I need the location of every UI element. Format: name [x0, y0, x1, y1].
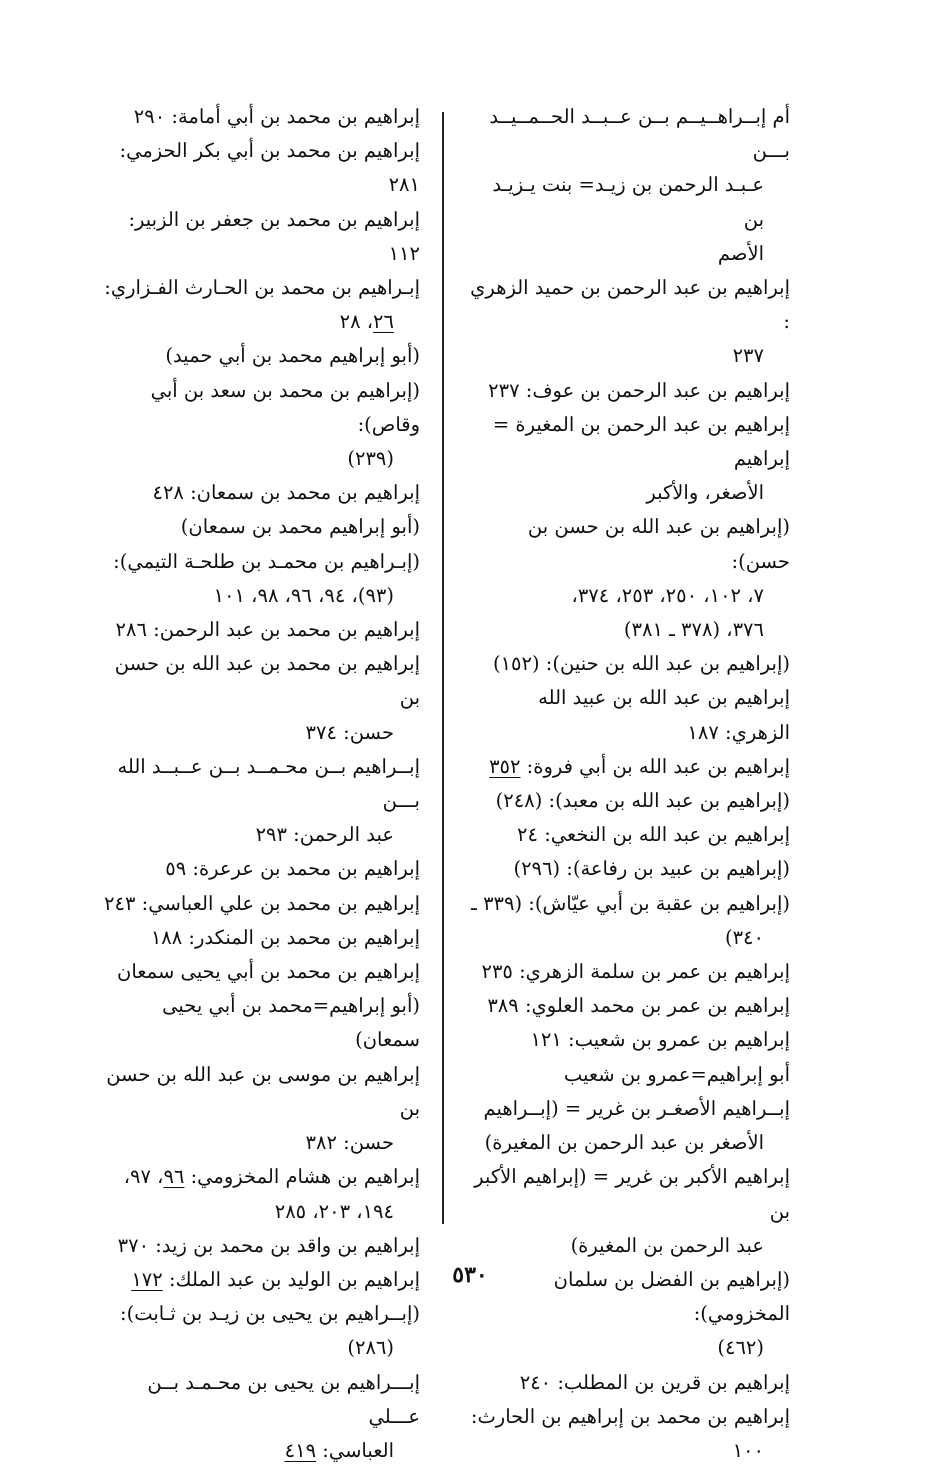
entry-line: إبراهيم بن محمد بن أبي أمامة: ٢٩٠ [133, 105, 420, 128]
entry-line: إبراهيم بن عبد الرحمن بن حميد الزهري : [470, 276, 790, 334]
entry-line: (إبراهيم بن عبد الله بن حسن بن حسن): [527, 515, 790, 573]
entry-line: إبراهيم بن الوليد بن عبد الملك: ١٧٢ [131, 1267, 420, 1291]
entry-continuation-line: عبد الرحمن: ٢٩٣ [255, 823, 394, 847]
entry-line: (إبــراهيم بن يحيى بن زيـد بن ثـابت): [120, 1302, 420, 1326]
entry-line: إبراهيم بن محمد بن علي العباسي: ٢٤٣ [104, 891, 420, 915]
index-entry [470, 750, 790, 784]
index-entry [100, 203, 420, 271]
entry-line: إبراهيم بن هشام المخزومي: ٩٦، ٩٧، [123, 1165, 420, 1189]
entry-line: إبـــراهيم بن يحيى بن محـمـد بــن عـــلي [147, 1370, 420, 1428]
entry-line: إبراهيم بن محمد بن المنكدر: ١٨٨ [150, 925, 420, 949]
underlined-reference: ١٧٢ [131, 1267, 163, 1291]
entry-line: إبراهيم بن محمد بن عرعرة: ٥٩ [165, 857, 420, 881]
index-entry [100, 750, 420, 853]
entry-line: إبراهيم بن موسى بن عبد الله بن حسن بن [106, 1062, 420, 1120]
entry-line: إبراهيم بن عمر بن سلمة الزهري: ٢٣٥ [481, 960, 790, 984]
index-entry [100, 989, 420, 1057]
entry-line: إبراهيم بن محمد بن أبي بكر الحزمي: ٢٨١ [119, 139, 420, 197]
entry-line: إبراهيم بن محمد بن جعفر بن الزبير: ١١٢ [128, 207, 420, 265]
index-entry [100, 100, 420, 134]
entry-continuation-line: عـبـد الرحمن بن زيـد= بنت يـزيـد بن [492, 173, 764, 231]
entry-line: إبــراهيم بــن محـمــد بــن عــبــد الله بـــن [117, 754, 420, 813]
entry-line: إبراهيم بن عمر بن محمد العلوي: ٣٨٩ [487, 994, 790, 1018]
entry-line: (أبو إبراهيم محمد بن سمعان) [180, 515, 420, 539]
entry-continuation-line: عبد الرحمن بن المغيرة) [570, 1233, 764, 1257]
index-entry [470, 955, 790, 989]
entry-continuation-line: ١٩٤، ٢٠٣، ٢٨٥ [274, 1199, 394, 1223]
index-entry [470, 681, 790, 749]
column-divider [442, 112, 444, 1224]
index-entry [100, 647, 420, 750]
entry-line: (إبراهيم بن الفضل بن سلمان المخزومي): [553, 1267, 790, 1326]
index-entry [100, 1160, 420, 1228]
index-entry [100, 613, 420, 647]
entry-line: (أبو إبراهيم محمد بن أبي حميد) [165, 344, 420, 368]
index-entry [100, 1366, 420, 1468]
entry-line: إبراهيم بن محمد بن إبراهيم بن الحارث: [470, 1404, 790, 1428]
entry-line: (إبراهيم بن محمد بن سعد بن أبي وقاص): [150, 378, 420, 436]
entry-continuation-line: ٣٧٦، (٣٧٨ ـ ٣٨١) [623, 618, 764, 642]
index-entry [100, 1297, 420, 1365]
entry-line: إبراهيم بن محمد بن سمعان: ٤٢٨ [152, 481, 420, 505]
entry-line: إبراهيم بن عبد الرحمن بن المغيرة = إبراهيم [492, 412, 790, 471]
index-entry [470, 784, 790, 818]
entry-continuation-line: (٢٨٦) [347, 1336, 394, 1360]
entry-continuation-line: (٩٣)، ٩٤، ٩٦، ٩٨، ١٠١ [213, 583, 394, 607]
entry-line: (إبراهيم بن عبيد بن رفاعة): (٢٩٦) [513, 857, 790, 881]
entry-line: إبراهيم بن عبد الله بن أبي فروة: ٣٥٢ [489, 754, 790, 778]
index-entry [100, 1229, 420, 1263]
index-entry [470, 510, 790, 647]
index-entry [100, 1058, 420, 1161]
index-entry [100, 339, 420, 373]
entry-line: أبو إبراهيم=عمرو بن شعيب [563, 1062, 790, 1086]
entry-line: إبراهيم بن محمد بن عبد الرحمن: ٢٨٦ [115, 618, 420, 642]
page-number: ٥٣٠ [452, 1262, 488, 1288]
entry-line: إبراهيم بن محمد بن أبي يحيى سمعان [117, 960, 420, 984]
index-entry [470, 1023, 790, 1057]
entry-continuation-line: ٢٣٧ [732, 344, 764, 368]
entry-continuation-line: ٢٦، ٢٨ [339, 310, 394, 334]
entry-line: إبـراهيم بن محمد بن الحـارث الفـزاري: [104, 276, 420, 300]
index-entry [470, 1366, 790, 1400]
entry-line: إبراهيم بن واقد بن محمد بن زيد: ٣٧٠ [117, 1233, 420, 1257]
index-entry [470, 1160, 790, 1263]
entry-continuation-line: الأصم [717, 241, 764, 265]
index-entry [470, 374, 790, 408]
entry-line: إبراهيم الأكبر بن غرير = (إبراهيم الأكبر بن [474, 1165, 790, 1223]
entry-continuation-line: ٧، ١٠٢، ٢٥٠، ٢٥٣، ٣٧٤، [571, 583, 764, 607]
underlined-reference: ٢٦ [373, 310, 394, 334]
entry-line: إبراهيم بن عبد الله بن النخعي: ٢٤ [517, 823, 790, 847]
entry-continuation-line: ١٠٠ [732, 1438, 764, 1462]
entry-line: إبراهيم بن عمرو بن شعيب: ١٢١ [530, 1028, 790, 1052]
index-entry [470, 408, 790, 511]
index-entry [470, 271, 790, 374]
index-entry [470, 1400, 790, 1468]
index-entry [100, 134, 420, 202]
index-entry [470, 818, 790, 852]
index-entry [100, 852, 420, 886]
index-entry [470, 647, 790, 681]
index-entry [100, 921, 420, 955]
entry-continuation-line: (٢٣٩) [347, 447, 394, 471]
underlined-reference: ٤١٩ [284, 1438, 317, 1462]
entry-line: (إبراهيم بن عبد الله بن معبد): (٢٤٨) [495, 789, 790, 813]
entry-line: إبراهيم بن محمد بن عبد الله بن حسن بن [114, 652, 420, 710]
entry-continuation-line: الأصغر بن عبد الرحمن بن المغيرة) [484, 1131, 764, 1155]
entry-line: إبراهيم بن قرين بن المطلب: ٢٤٠ [519, 1370, 790, 1394]
index-entry [470, 852, 790, 886]
entry-line: (إبـراهيم بن محمـد بن طلحـة التيمي): [113, 549, 420, 573]
entry-continuation-line: حسن: ٣٧٤ [305, 720, 394, 744]
entry-line: أم إبــراهــيــم بــن عــبــد الحــمــيــد بـــن [489, 105, 790, 163]
entry-continuation-line: حسن: ٣٨٢ [305, 1131, 394, 1155]
entry-continuation-line: الأصغر، والأكبر [646, 481, 764, 505]
entry-continuation-line: (٤٦٢) [717, 1336, 764, 1360]
entry-line: (إبراهيم بن عقبة بن أبي عيّاش): (٣٣٩ ـ [471, 891, 790, 915]
entry-line: (إبراهيم بن عبد الله بن حنين): (١٥٢) [492, 652, 790, 676]
entry-line: إبراهيم بن عبد الرحمن بن عوف: ٢٣٧ [488, 378, 790, 402]
entry-line: (أبو إبراهيم=محمد بن أبي يحيى سمعان) [162, 994, 420, 1052]
index-entry [470, 100, 790, 271]
index-entry [470, 989, 790, 1023]
index-entry [100, 374, 420, 477]
index-entry [100, 955, 420, 989]
entry-line: إبــراهيم الأصغـر بن غرير = (إبــراهيم [483, 1096, 790, 1120]
underlined-reference: ٩٦ [163, 1165, 185, 1189]
index-entry [100, 476, 420, 510]
index-entry [470, 1092, 790, 1160]
entry-continuation-line: ٣٤٠) [724, 925, 764, 949]
index-entry [100, 887, 420, 921]
index-entry [100, 545, 420, 613]
index-entry [470, 887, 790, 955]
underlined-reference: ٣٥٢ [489, 754, 521, 778]
index-entry [470, 1058, 790, 1092]
entry-continuation-line: العباسي: ٤١٩ [284, 1438, 394, 1462]
entry-line: إبراهيم بن عبد الله بن عبيد الله الزهري: ١٨٧ [538, 686, 790, 744]
index-entry [100, 510, 420, 544]
index-entry [100, 271, 420, 339]
